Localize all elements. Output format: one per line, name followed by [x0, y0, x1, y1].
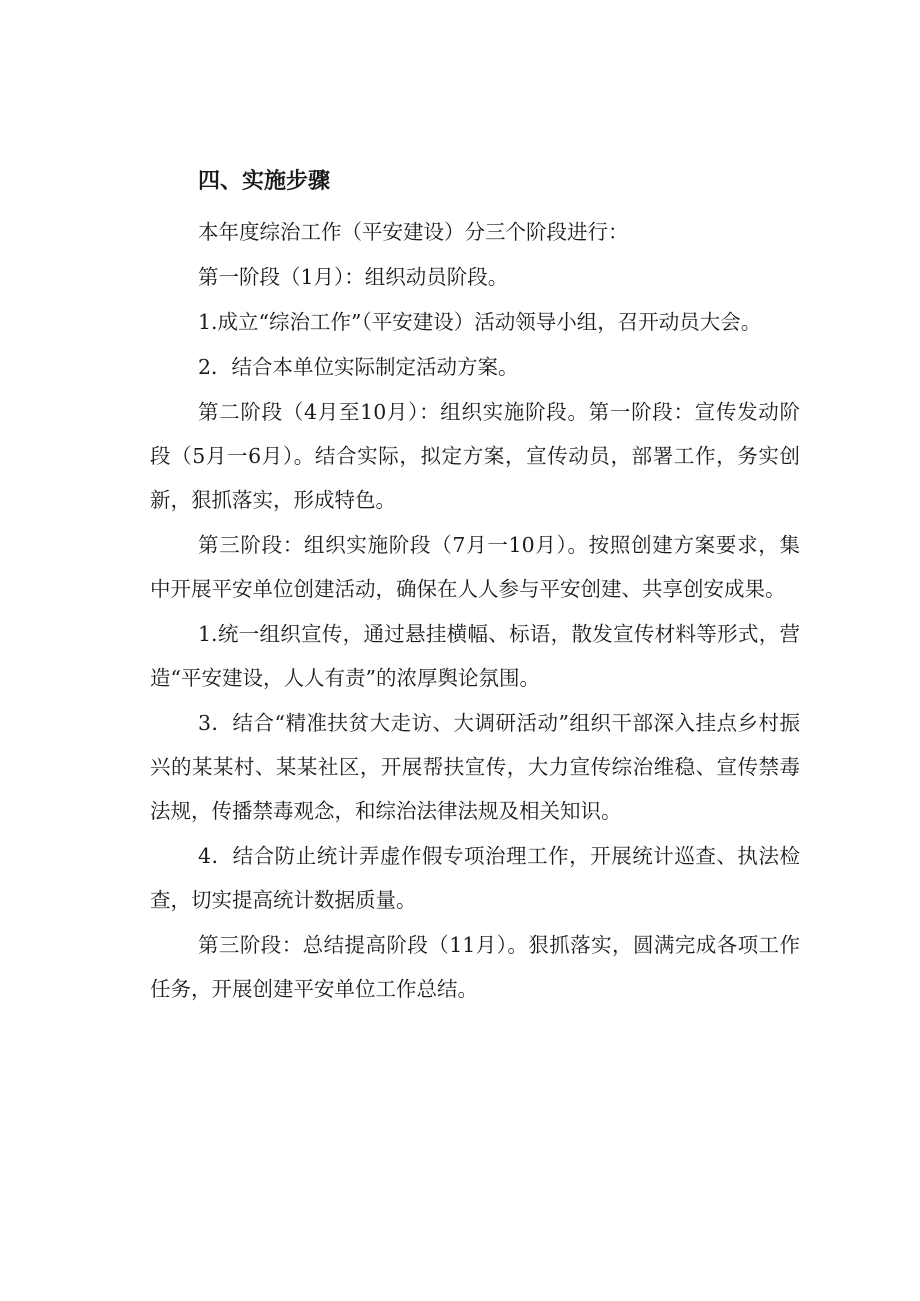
paragraph-phase-two: 第二阶段（4月至10月）：组织实施阶段。第一阶段：宣传发动阶段（5月一6月）。结合实际，拟定方案，宣传动员，部署工作，务实创新，狠抓落实，形成特色。: [150, 400, 800, 512]
paragraph-intro: 本年度综治工作（平安建设）分三个阶段进行：: [198, 220, 629, 244]
document-body: [150, 210, 800, 1011]
paragraph-phase-three: 第三阶段：组织实施阶段（7月一10月）。按照创建方案要求，集中开展平安单位创建活动，确保在人人参与平安创建、共享创安成果。: [150, 533, 800, 601]
paragraph-phase-one-item-1: 1.成立“综治工作”（平安建设）活动领导小组，召开动员大会。: [198, 310, 762, 334]
paragraph-phase-three-item-3: 3．结合“精准扶贫大走访、大调研活动”组织干部深入挂点乡村振兴的某某村、某某社区，开展帮扶宣传，大力宣传综治维稳、宣传禁毒法规，传播禁毒观念，和综治法律法规及相关知识。: [150, 711, 800, 823]
section-heading: 四、实施步骤: [198, 169, 331, 194]
paragraph-phase-one-item-2: 2．结合本单位实际制定活动方案。: [198, 355, 519, 379]
paragraph-phase-three-item-4: 4．结合防止统计弄虚作假专项治理工作，开展统计巡查、执法检查，切实提高统计数据质量。: [150, 844, 800, 912]
paragraph-phase-one: 第一阶段（1月）：组织动员阶段。: [198, 265, 509, 289]
paragraph-phase-three-item-1: 1.统一组织宣传，通过悬挂横幅、标语，散发宣传材料等形式，营造“平安建设，人人有责”的浓厚舆论氛围。: [150, 622, 800, 690]
paragraph-phase-summary: 第三阶段：总结提高阶段（11月）。狠抓落实，圆满完成各项工作任务，开展创建平安单位工作总结。: [150, 933, 800, 1001]
